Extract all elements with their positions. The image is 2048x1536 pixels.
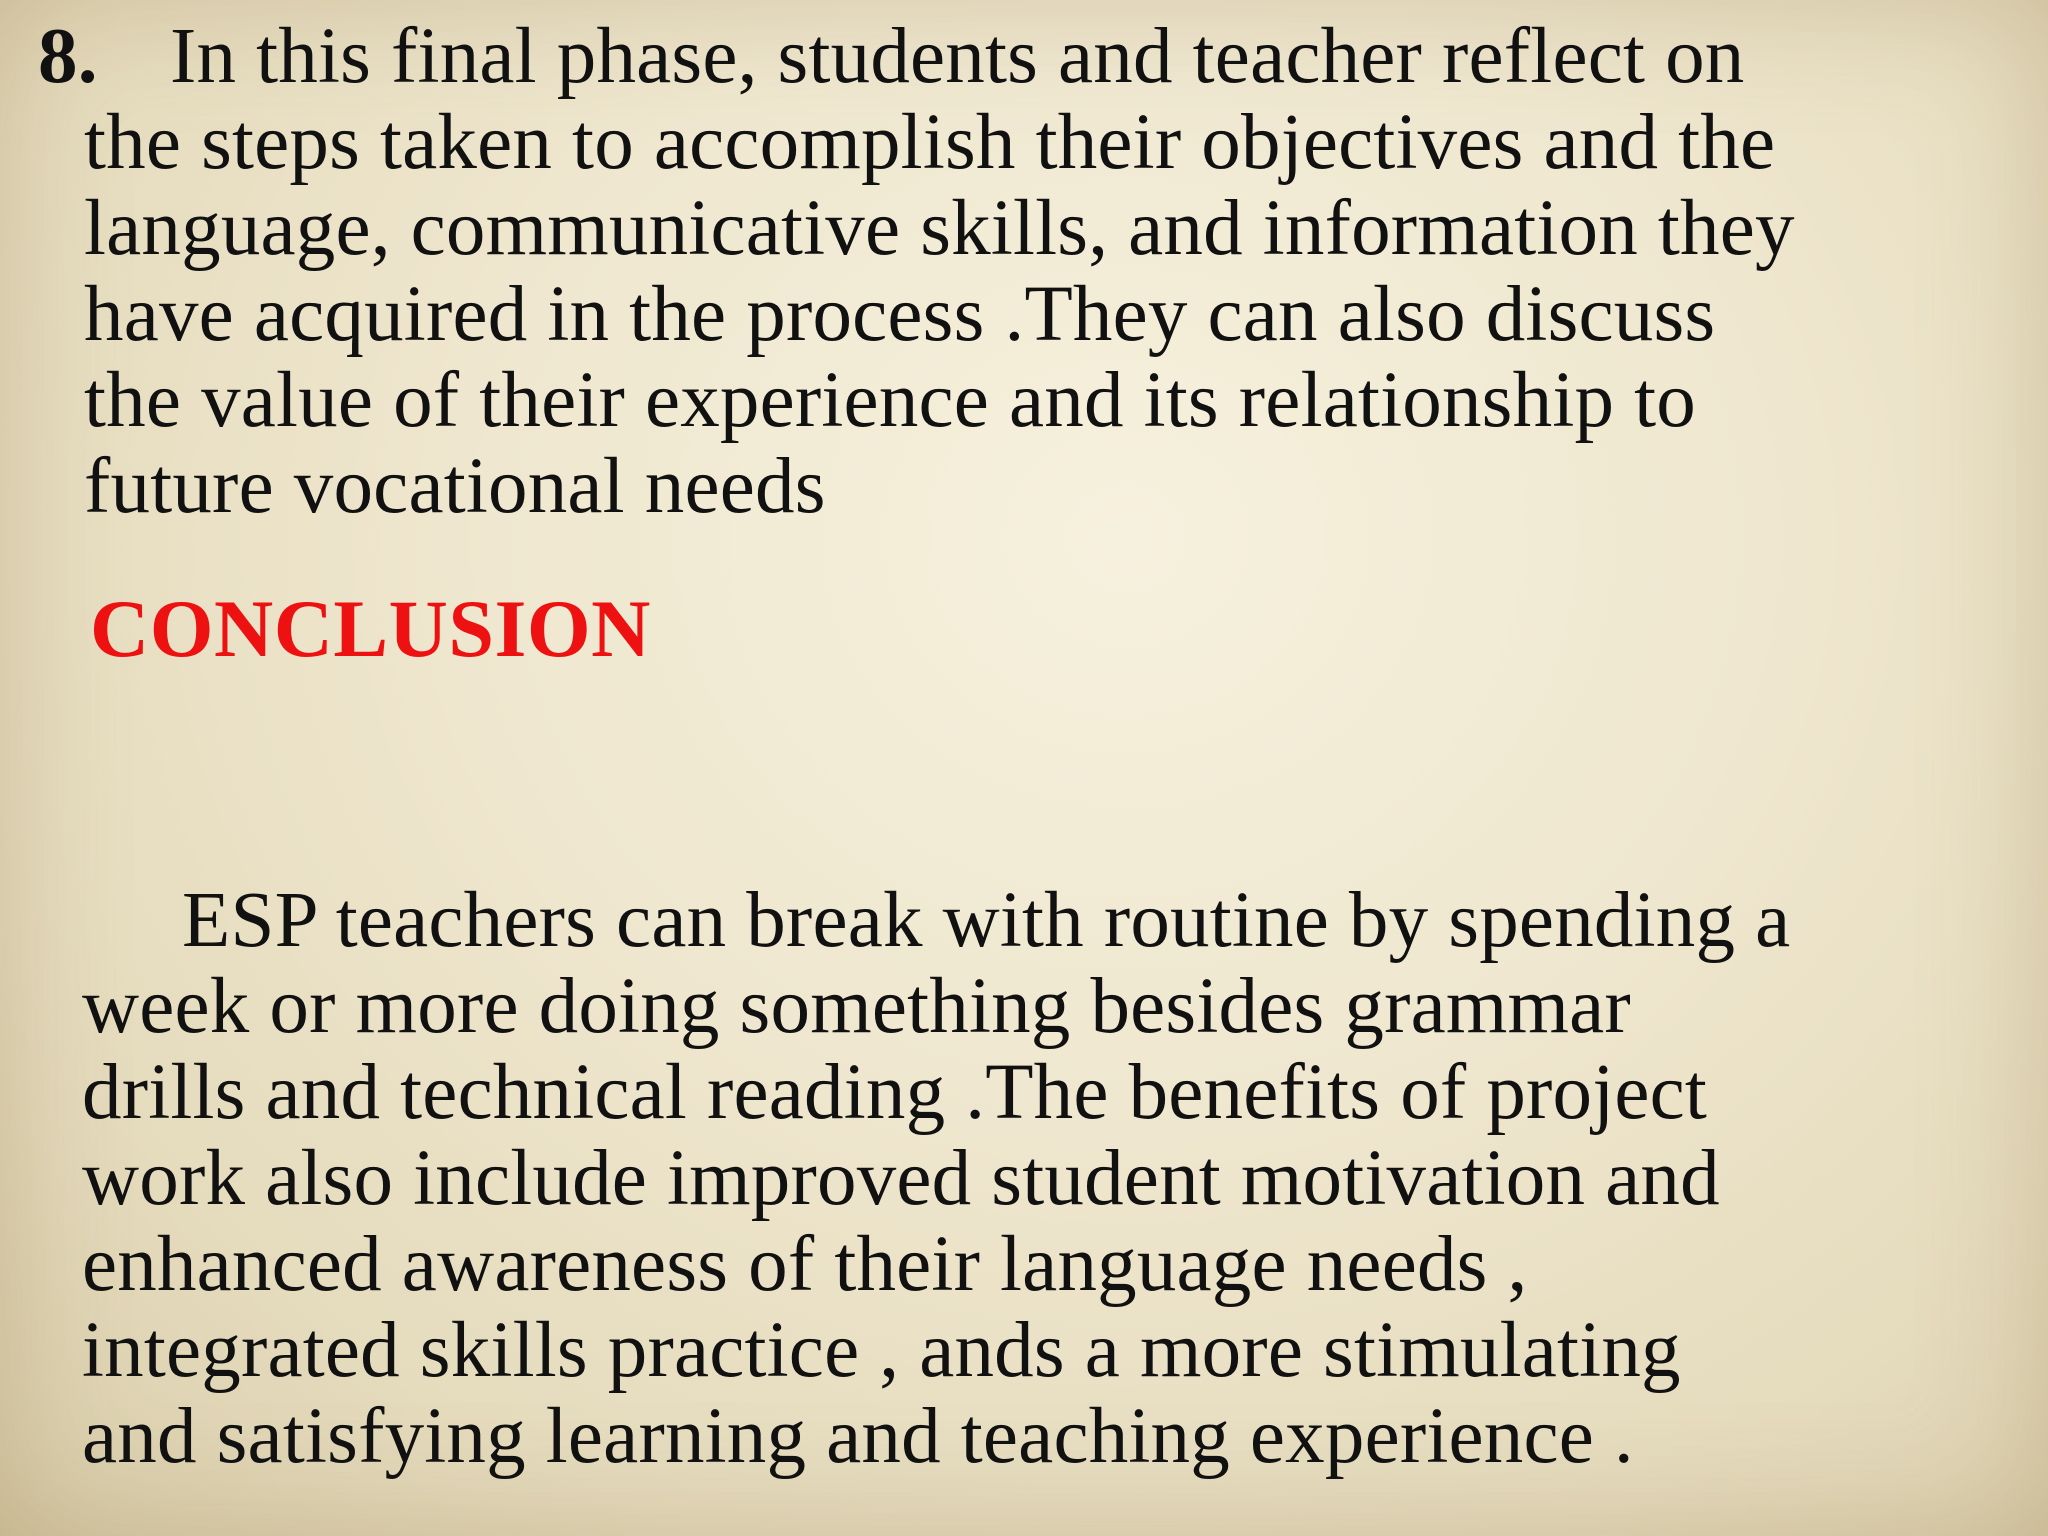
- conclusion-heading: CONCLUSION: [90, 583, 651, 674]
- conclusion-line: and satisfying learning and teaching experience .: [82, 1393, 1634, 1480]
- point-number: 8.: [38, 13, 98, 100]
- point-line: language, communicative skills, and information they: [84, 185, 1795, 272]
- conclusion-line: ESP teachers can break with routine by spending a: [182, 877, 1791, 964]
- point-line: future vocational needs: [84, 443, 826, 530]
- point-line: the value of their experience and its relationship to: [84, 357, 1696, 444]
- conclusion-line: week or more doing something besides grammar: [82, 963, 1631, 1050]
- conclusion-paragraph: [82, 878, 1790, 1480]
- conclusion-line: drills and technical reading .The benefits of project: [82, 1049, 1708, 1136]
- point-8-paragraph: [38, 14, 1795, 530]
- conclusion-line: enhanced awareness of their language needs ,: [82, 1221, 1528, 1308]
- conclusion-line: work also include improved student motivation and: [82, 1135, 1720, 1222]
- point-line: [38, 14, 1795, 100]
- conclusion-line: integrated skills practice , ands a more stimulating: [82, 1307, 1681, 1394]
- point-line: the steps taken to accomplish their objectives and the: [84, 99, 1776, 186]
- point-line: have acquired in the process .They can also discuss: [84, 271, 1716, 358]
- point-line-text: In this final phase, students and teacher reflect on: [170, 13, 1745, 100]
